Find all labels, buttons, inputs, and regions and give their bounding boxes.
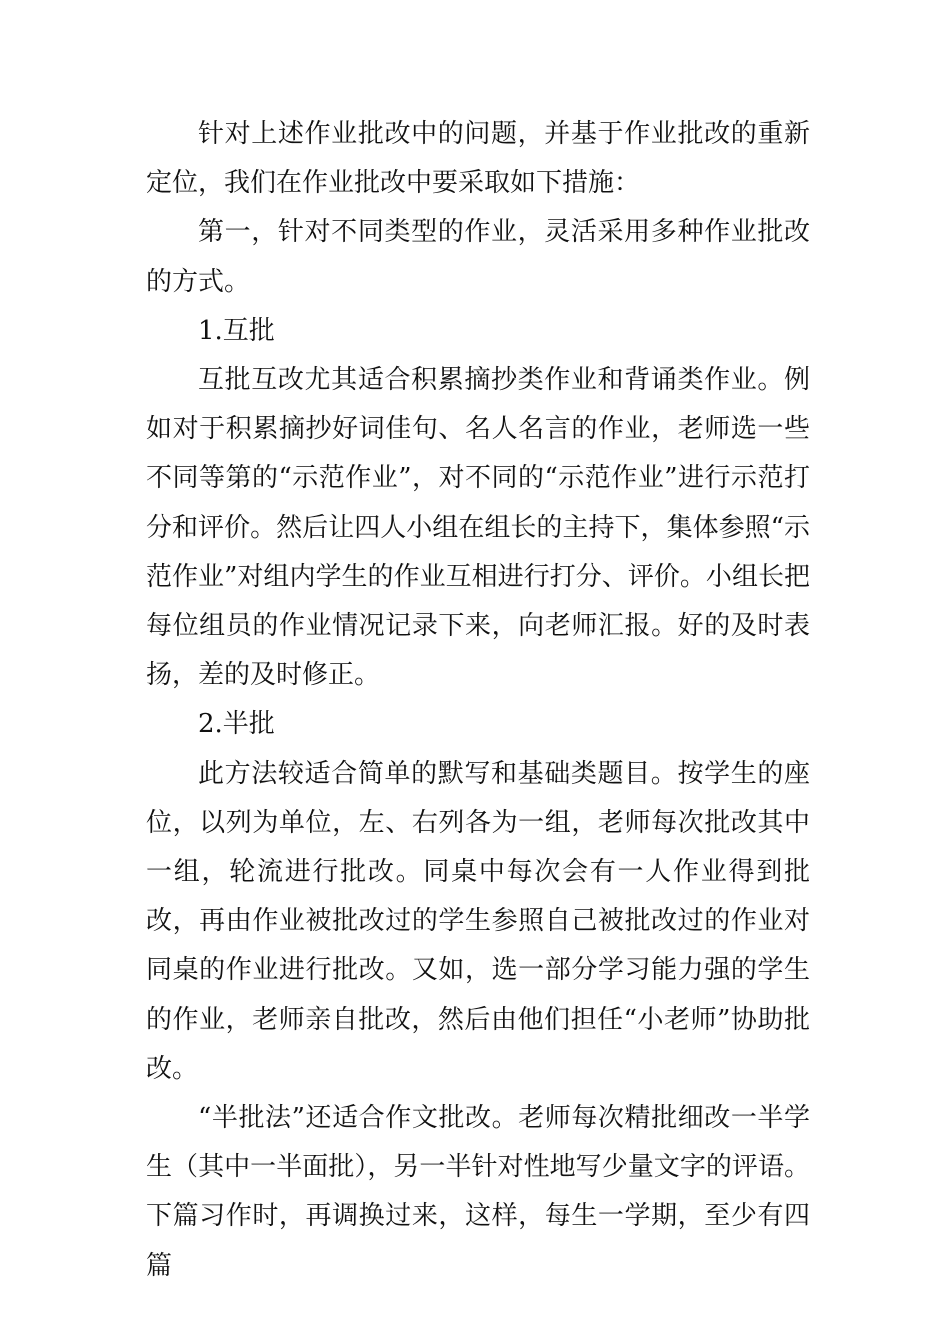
paragraph-half-review: 此方法较适合简单的默写和基础类题目。按学生的座位，以列为单位，左、右列各为一组，老师每次批改其中一组，轮流进行批改。同桌中每次会有一人作业得到批改，再由作业被批改过的学生参照自己被批改过的作业对同桌的作业进行批改。又如，选一部分学习能力强的学生的作业，老师亲自批改，然后由他们担任“小老师”协助批改。 [146, 758, 810, 1084]
heading-half-review: 2.半批 [198, 709, 275, 740]
paragraph-mutual-review: 互批互改尤其适合积累摘抄类作业和背诵类作业。例如对于积累摘抄好词佳句、名人名言的作业，老师选一些不同等第的“示范作业”，对不同的“示范作业”进行示范打分和评价。然后让四人小组在组长的主持下，集体参照“示范作业”对组内学生的作业互相进行打分、评价。小组长把每位组员的作业情况记录下来，向老师汇报。好的及时表扬，差的及时修正。 [146, 365, 810, 691]
paragraph-first-measure: 第一，针对不同类型的作业，灵活采用多种作业批改的方式。 [146, 217, 810, 297]
heading-mutual-review: 1.互批 [198, 315, 275, 346]
paragraph-intro: 针对上述作业批改中的问题，并基于作业批改的重新定位，我们在作业批改中要采取如下措施： [146, 119, 810, 199]
paragraph-half-review-essay: “半批法”还适合作文批改。老师每次精批细改一半学生（其中一半面批），另一半针对性地写少量文字的评语。下篇习作时，再调换过来，这样，每生一学期，至少有四篇 [146, 1103, 810, 1281]
document-body [146, 110, 810, 1291]
